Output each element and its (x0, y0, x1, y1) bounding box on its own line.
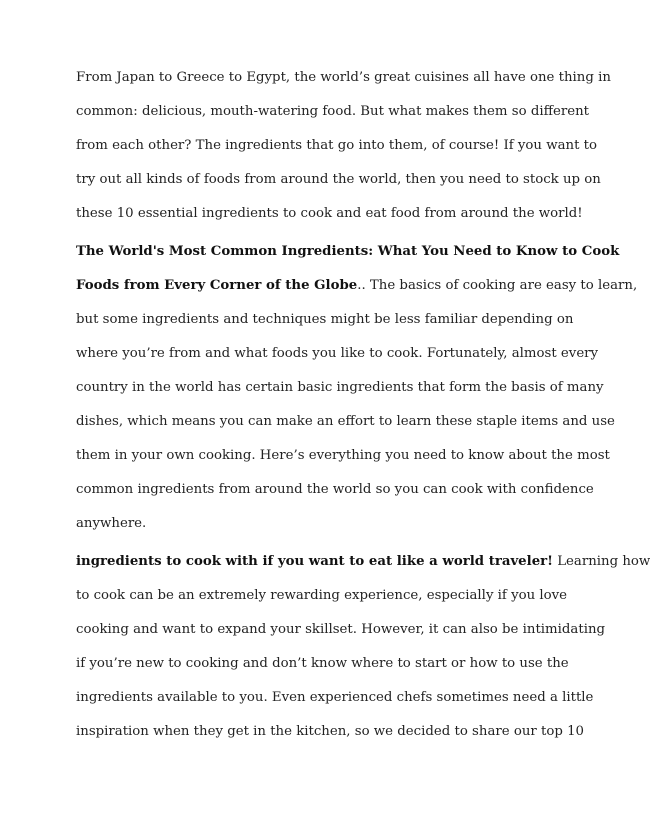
paragraph-2-line-9: anywhere. (76, 516, 147, 531)
paragraph-2-line-7: them in your own cooking. Here’s everything you need to know about the most (76, 448, 610, 463)
paragraph-3-line-5: ingredients available to you. Even experienced chefs sometimes need a little (76, 690, 594, 705)
paragraph-3-line-3: cooking and want to expand your skillset. However, it can also be intimidating (76, 622, 606, 637)
paragraph-1-line-2: common: delicious, mouth-watering food. But what makes them so different (76, 104, 590, 119)
paragraph-2-line-2 (76, 276, 637, 296)
paragraph-1-line-1: From Japan to Greece to Egypt, the world’s great cuisines all have one thing in (76, 70, 611, 85)
paragraph-3-line-1 (76, 552, 650, 572)
paragraph-2-heading-line-2: Foods from Every Corner of the Globe (76, 278, 358, 293)
paragraph-1-line-3: from each other? The ingredients that go into them, of course! If you want to (76, 138, 597, 153)
paragraph-2-line-5: country in the world has certain basic ingredients that form the basis of many (76, 380, 604, 395)
paragraph-2-line-2-rest: .. The basics of cooking are easy to learn, (357, 278, 638, 293)
paragraph-3-line-6: inspiration when they get in the kitchen, so we decided to share our top 10 (76, 724, 584, 739)
paragraph-3-line-1-rest: Learning how (553, 554, 650, 569)
paragraph-1-line-4: try out all kinds of foods from around the world, then you need to stock up on (76, 172, 601, 187)
paragraph-3-heading: ingredients to cook with if you want to eat like a world traveler! (76, 554, 553, 569)
paragraph-3-line-2: to cook can be an extremely rewarding experience, especially if you love (76, 588, 568, 603)
paragraph-2-line-4: where you’re from and what foods you like to cook. Fortunately, almost every (76, 346, 599, 361)
paragraph-1-line-5: these 10 essential ingredients to cook and eat food from around the world! (76, 206, 583, 221)
paragraph-2-line-6: dishes, which means you can make an effort to learn these staple items and use (76, 414, 615, 429)
paragraph-2-heading-line-1: The World's Most Common Ingredients: What You Need to Know to Cook (76, 244, 620, 259)
paragraph-2-line-8: common ingredients from around the world so you can cook with confidence (76, 482, 594, 497)
paragraph-3-line-4: if you’re new to cooking and don’t know where to start or how to use the (76, 656, 569, 671)
paragraph-2-line-3: but some ingredients and techniques might be less familiar depending on (76, 312, 574, 327)
